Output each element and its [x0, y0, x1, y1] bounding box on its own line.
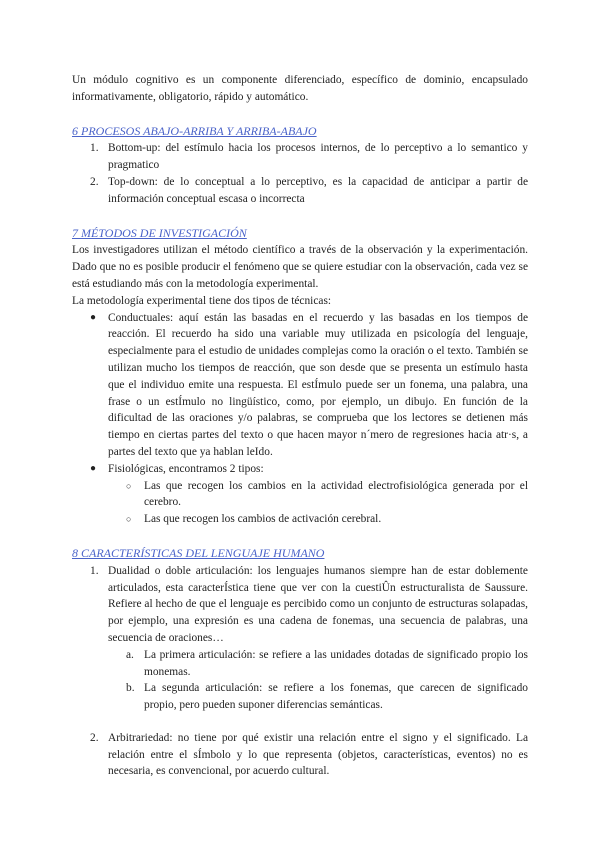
list-item — [72, 730, 528, 780]
list-item — [72, 563, 528, 647]
list-item-text: Top-down: de lo conceptual a lo perceptivo, es la capacidad de anticipar a partir de información conceptual escasa o incorrecta — [108, 175, 528, 205]
circle-bullet-icon: ○ — [126, 480, 132, 491]
list-item — [72, 310, 528, 461]
list-marker: 1. — [90, 142, 99, 155]
section-7-paragraph: La metodología experimental tiene dos tipos de técnicas: — [72, 294, 332, 307]
section-8-heading[interactable]: 8 CARACTERÍSTICAS DEL LENGUAJE HUMANO — [72, 545, 325, 560]
list-item — [72, 511, 528, 528]
section-6-list — [72, 140, 528, 207]
list-item-text: La segunda articulación: se refiere a los fonemas, que carecen de significado propio, pero pueden suponer diferencias semánticas. — [144, 682, 528, 712]
list-item-text: Conductuales: aquí están las basadas en el recuerdo y las basadas en los tiempos de reacción. El recuerdo ha sido una variable muy utilizada en psicología del lenguaje, especialmente para el estudio de unidades complejas como la oración o el texto. También se utilizan mucho los tiempos de reacción, que son desde que se presenta un estímulo hasta que el individuo emite una respuesta. El estÍmulo puede ser un fonema, una palabra, una frase o un estÍmulo no lingüístico, como, por ejemplo, un dibujo. En función de la dificultad de las oraciones y/o palabras, se comprueba que los lectores se detienen más tiempo en ciertas partes del texto o que hacen mayor n´mero de regresiones hacia atr·s, a partes del texto que ya hablan leIdo. — [108, 311, 528, 458]
list-item-text: Bottom-up: del estímulo hacia los procesos internos, de lo perceptivo a lo semantico y pragmatico — [108, 142, 528, 172]
list-item-text: Las que recogen los cambios de activación cerebral. — [144, 513, 382, 526]
list-marker: 2. — [90, 175, 99, 188]
section-7-heading[interactable]: 7 MÉTODOS DE INVESTIGACIÓN — [72, 225, 247, 240]
list-item-text: La primera articulación: se refiere a las unidades dotadas de significado propio los monemas. — [144, 648, 528, 678]
bullet-icon: ● — [90, 311, 97, 323]
list-marker: b. — [126, 682, 135, 695]
list-marker: 2. — [90, 731, 99, 744]
section-7-bullets — [72, 310, 528, 528]
list-item — [72, 680, 528, 714]
list-marker: 1. — [90, 564, 99, 577]
list-item-text: Arbitrariedad: no tiene por qué existir una relación entre el signo y el significado. La relación entre el sÍmbolo y lo que representa (objetos, características, eventos) no es necesaria, es convencional, por acuerdo cultural. — [108, 731, 528, 778]
spacer — [72, 714, 528, 730]
list-item — [72, 478, 528, 512]
document-page — [72, 72, 528, 780]
intro-paragraph: Un módulo cognitivo es un componente diferenciado, específico de dominio, encapsulado informativamente, obligatorio, rápido y automático. — [72, 74, 528, 103]
list-marker: a. — [126, 648, 134, 661]
section-6-heading[interactable]: 6 PROCESOS ABAJO-ARRIBA Y ARRIBA-ABAJO — [72, 123, 317, 138]
section-7-paragraph: Los investigadores utilizan el método científico a través de la observación y la experimentación. Dado que no es posible producir el fenómeno que se quiere estudiar con la observación, cada vez se está estudiando más con la metodología experimental. — [72, 244, 528, 290]
section-8-list — [72, 563, 528, 781]
list-item — [72, 647, 528, 681]
list-item-text: Las que recogen los cambios en la actividad electrofisiológica generada por el cerebro. — [144, 479, 528, 509]
list-item — [72, 140, 528, 174]
list-item-text: Dualidad o doble articulación: los lenguajes humanos siempre han de estar doblemente articulados, esta caracterÍstica tiene que ver con la cuestiÛn estructuralista de Saussure. Refiere al hecho de que el lenguaje es percibido como un conjunto de estructuras solapadas, por ejemplo, una expresión es una cadena de fonemas, una secuencia de palabras, una secuencia de oraciones… — [108, 564, 528, 644]
list-item — [72, 174, 528, 208]
list-item — [72, 461, 528, 478]
circle-bullet-icon: ○ — [126, 514, 132, 525]
list-item-text: Fisiológicas, encontramos 2 tipos: — [108, 462, 264, 475]
bullet-icon: ● — [90, 462, 97, 474]
